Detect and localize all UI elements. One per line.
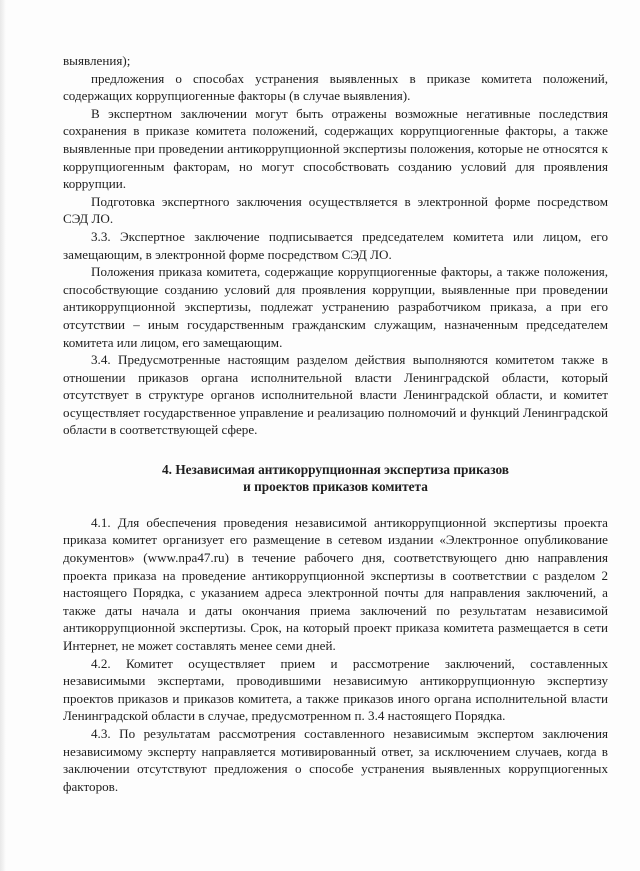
paragraph-consequences: В экспертном заключении могут быть отражены возможные негативные последствия сохранения в приказе комитета положений, содержащих коррупциогенные факторы, а также выявленные при проведении антикоррупционной экспертизы положения, которые не относятся к коррупциогенным факторам, но могут способствовать созданию условий для проявления коррупции. bbox=[63, 105, 608, 192]
paragraph-preparation: Подготовка экспертного заключения осуществляется в электронной форме посредством СЭД ЛО. bbox=[63, 193, 608, 227]
top-section bbox=[63, 52, 608, 439]
paragraph-3-4: 3.4. Предусмотренные настоящим разделом действия выполняются комитетом также в отношении приказов органа исполнительной власти Ленинградской области, который отсутствует в структуре органов исполнительной власти Ленинградской области, и комитет осуществляет государственное управление и реализацию полномочий и функций Ленинградской области в соответствующей сфере. bbox=[63, 352, 608, 438]
paragraph-3-3: 3.3. Экспертное заключение подписывается председателем комитета или лицом, его замещающим, в электронной форме посредством СЭД ЛО. bbox=[63, 228, 608, 262]
bottom-section bbox=[63, 514, 608, 796]
paragraph-proposals: предложения о способах устранения выявленных в приказе комитета положений, содержащих коррупциогенные факторы (в случае выявления). bbox=[63, 70, 608, 104]
section-heading-line-1: 4. Независимая антикоррупционная экспертиза приказов bbox=[162, 462, 509, 478]
paragraph-4-1: 4.1. Для обеспечения проведения независимой антикоррупционной экспертизы проекта приказа комитет организует его размещение в сетевом издании «Электронное опубликование документов» (www.npa47.ru) в течение рабочего дня, соответствующего дню направления проекта приказа на проведение антикоррупционной экспертизы в соответствии с разделом 2 настоящего Порядка, с указанием адреса электронной почты для направления заключений, а также даты начала и даты окончания приема заключений по результатам независимой антикоррупционной экспертизы. Срок, на который проект приказа комитета размещается в сети Интернет, не может составлять менее семи дней. bbox=[63, 514, 608, 654]
paragraph-elimination: Положения приказа комитета, содержащие коррупциогенные факторы, а также положения, способствующие созданию условий для проявления коррупции, выявленные при проведении антикоррупционной экспертизы, подлежат устранению разработчиком приказа, а при его отсутствии – иным государственным гражданским служащим, назначенным председателем комитета или лицом, его замещающим. bbox=[63, 264, 608, 350]
section-heading-line-2: и проектов приказов комитета bbox=[243, 479, 428, 495]
scan-edge-shadow bbox=[0, 0, 6, 871]
paragraph-list-end: выявления); bbox=[63, 53, 131, 68]
section-heading bbox=[63, 461, 608, 496]
paragraph-4-2: 4.2. Комитет осуществляет прием и рассмотрение заключений, составленных независимыми экспертами, проводившими независимую антикоррупционную экспертизу проектов приказов и приказов комитета, а также приказов иного органа исполнительной власти Ленинградской области в случае, предусмотренном п. 3.4 настоящего Порядка. bbox=[63, 655, 608, 724]
paragraph-4-3: 4.3. По результатам рассмотрения составленного независимым экспертом заключения независимому эксперту направляется мотивированный ответ, за исключением случаев, когда в заключении отсутствуют предложения о способе устранения выявленных коррупциогенных факторов. bbox=[63, 726, 608, 794]
